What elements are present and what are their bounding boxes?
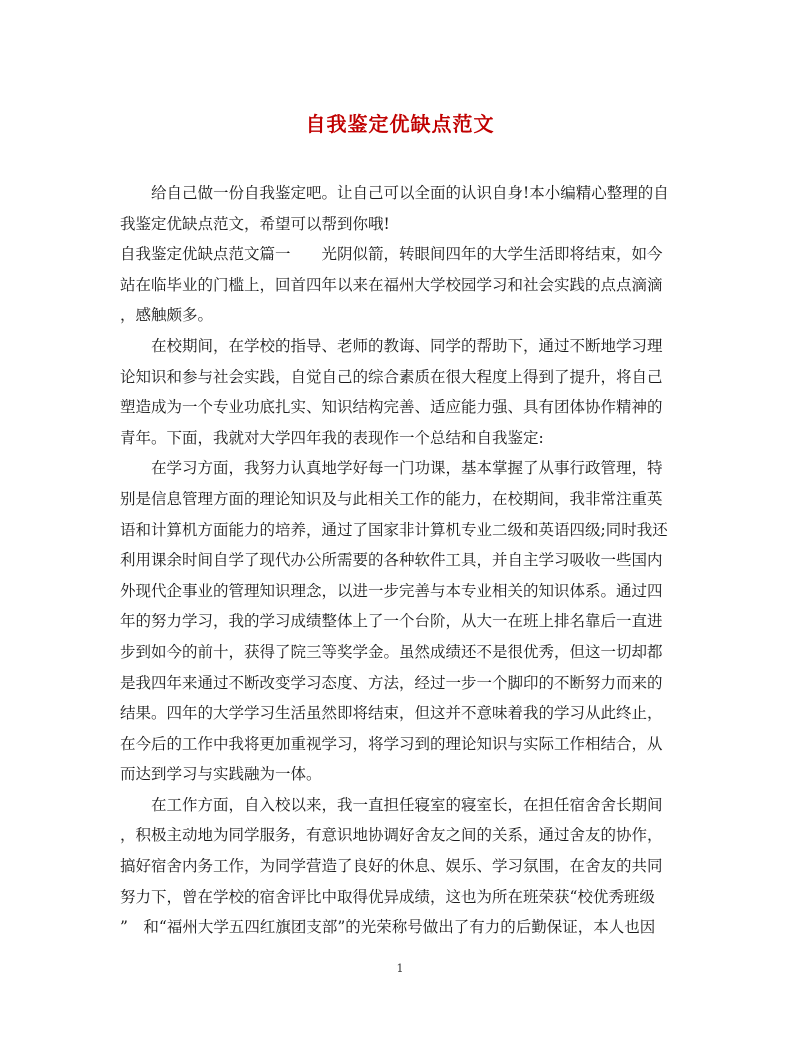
body-line: 论知识和参与社会实践，自觉自己的综合素质在很大程度上得到了提升，将自己 [120, 367, 663, 386]
body-line: 给自己做一份自我鉴定吧。让自己可以全面的认识自身!本小编精心整理的自 [151, 184, 669, 202]
body-line: 结果。四年的大学学习生活虽然即将结束，但这并不意味着我的学习从此终止， [120, 704, 663, 723]
body-line: 在工作方面，自入校以来，我一直担任寝室的寝室长，在担任宿舍舍长期间 [151, 795, 663, 814]
document-title: 自我鉴定优缺点范文 [305, 112, 495, 136]
body-line: 在校期间，在学校的指导、老师的教诲、同学的帮助下，通过不断地学习理 [151, 336, 663, 355]
body-line: 语和计算机方面能力的培养，通过了国家非计算机专业二级和英语四级;同时我还 [120, 520, 668, 539]
body-line: 塑造成为一个专业功底扎实、知识结构完善、适应能力强、具有团体协作精神的 [120, 398, 663, 417]
body-line: 站在临毕业的门槛上，回首四年以来在福州大学校园学习和社会实践的点点滴滴 [120, 275, 663, 294]
body-line: 利用课余时间自学了现代办公所需要的各种软件工具，并自主学习吸收一些国内 [120, 551, 663, 570]
body-line: 在学习方面，我努力认真地学好每一门功课，基本掌握了从事行政管理，特 [151, 459, 663, 478]
body-line: ，积极主动地为同学服务，有意识地协调好舍友之间的关系，通过舍友的协作， [120, 826, 663, 845]
body-line: 在今后的工作中我将更加重视学习，将学习到的理论知识与实际工作相结合，从 [120, 734, 663, 753]
body-line: 搞好宿舍内务工作，为同学营造了良好的休息、娱乐、学习氛围，在舍友的共同 [120, 857, 663, 876]
body-line: 别是信息管理方面的理论知识及与此相关工作的能力，在校期间，我非常注重英 [120, 489, 663, 508]
body-line: ，感触颇多。 [120, 306, 214, 325]
body-line: 外现代企事业的管理知识理念，以进一步完善与本专业相关的知识体系。通过四 [120, 581, 663, 600]
body-line: ” 和“福州大学五四红旗团支部”的光荣称号做出了有力的后勤保证，本人也因 [120, 918, 656, 937]
body-line: 是我四年来通过不断改变学习态度、方法，经过一步一个脚印的不断努力而来的 [120, 673, 663, 692]
page-number: 1 [396, 962, 404, 975]
body-line: 步到如今的前十，获得了院三等奖学金。虽然成绩还不是很优秀，但这一切却都 [120, 642, 663, 661]
body-line: 自我鉴定优缺点范文篇一 光阴似箭，转眼间四年的大学生活即将结束，如今 [120, 245, 663, 264]
body-line: 而达到学习与实践融为一体。 [120, 765, 322, 784]
body-line: 年的努力学习，我的学习成绩整体上了一个台阶，从大一在班上排名靠后一直进 [120, 612, 663, 631]
body-line: 我鉴定优缺点范文，希望可以帮到你哦! [120, 214, 390, 233]
document-body [120, 178, 682, 943]
body-line: 努力下，曾在学校的宿舍评比中取得优异成绩，这也为所在班荣获“校优秀班级 [120, 887, 655, 906]
body-line: 青年。下面，我就对大学四年我的表现作一个总结和自我鉴定: [120, 428, 544, 447]
